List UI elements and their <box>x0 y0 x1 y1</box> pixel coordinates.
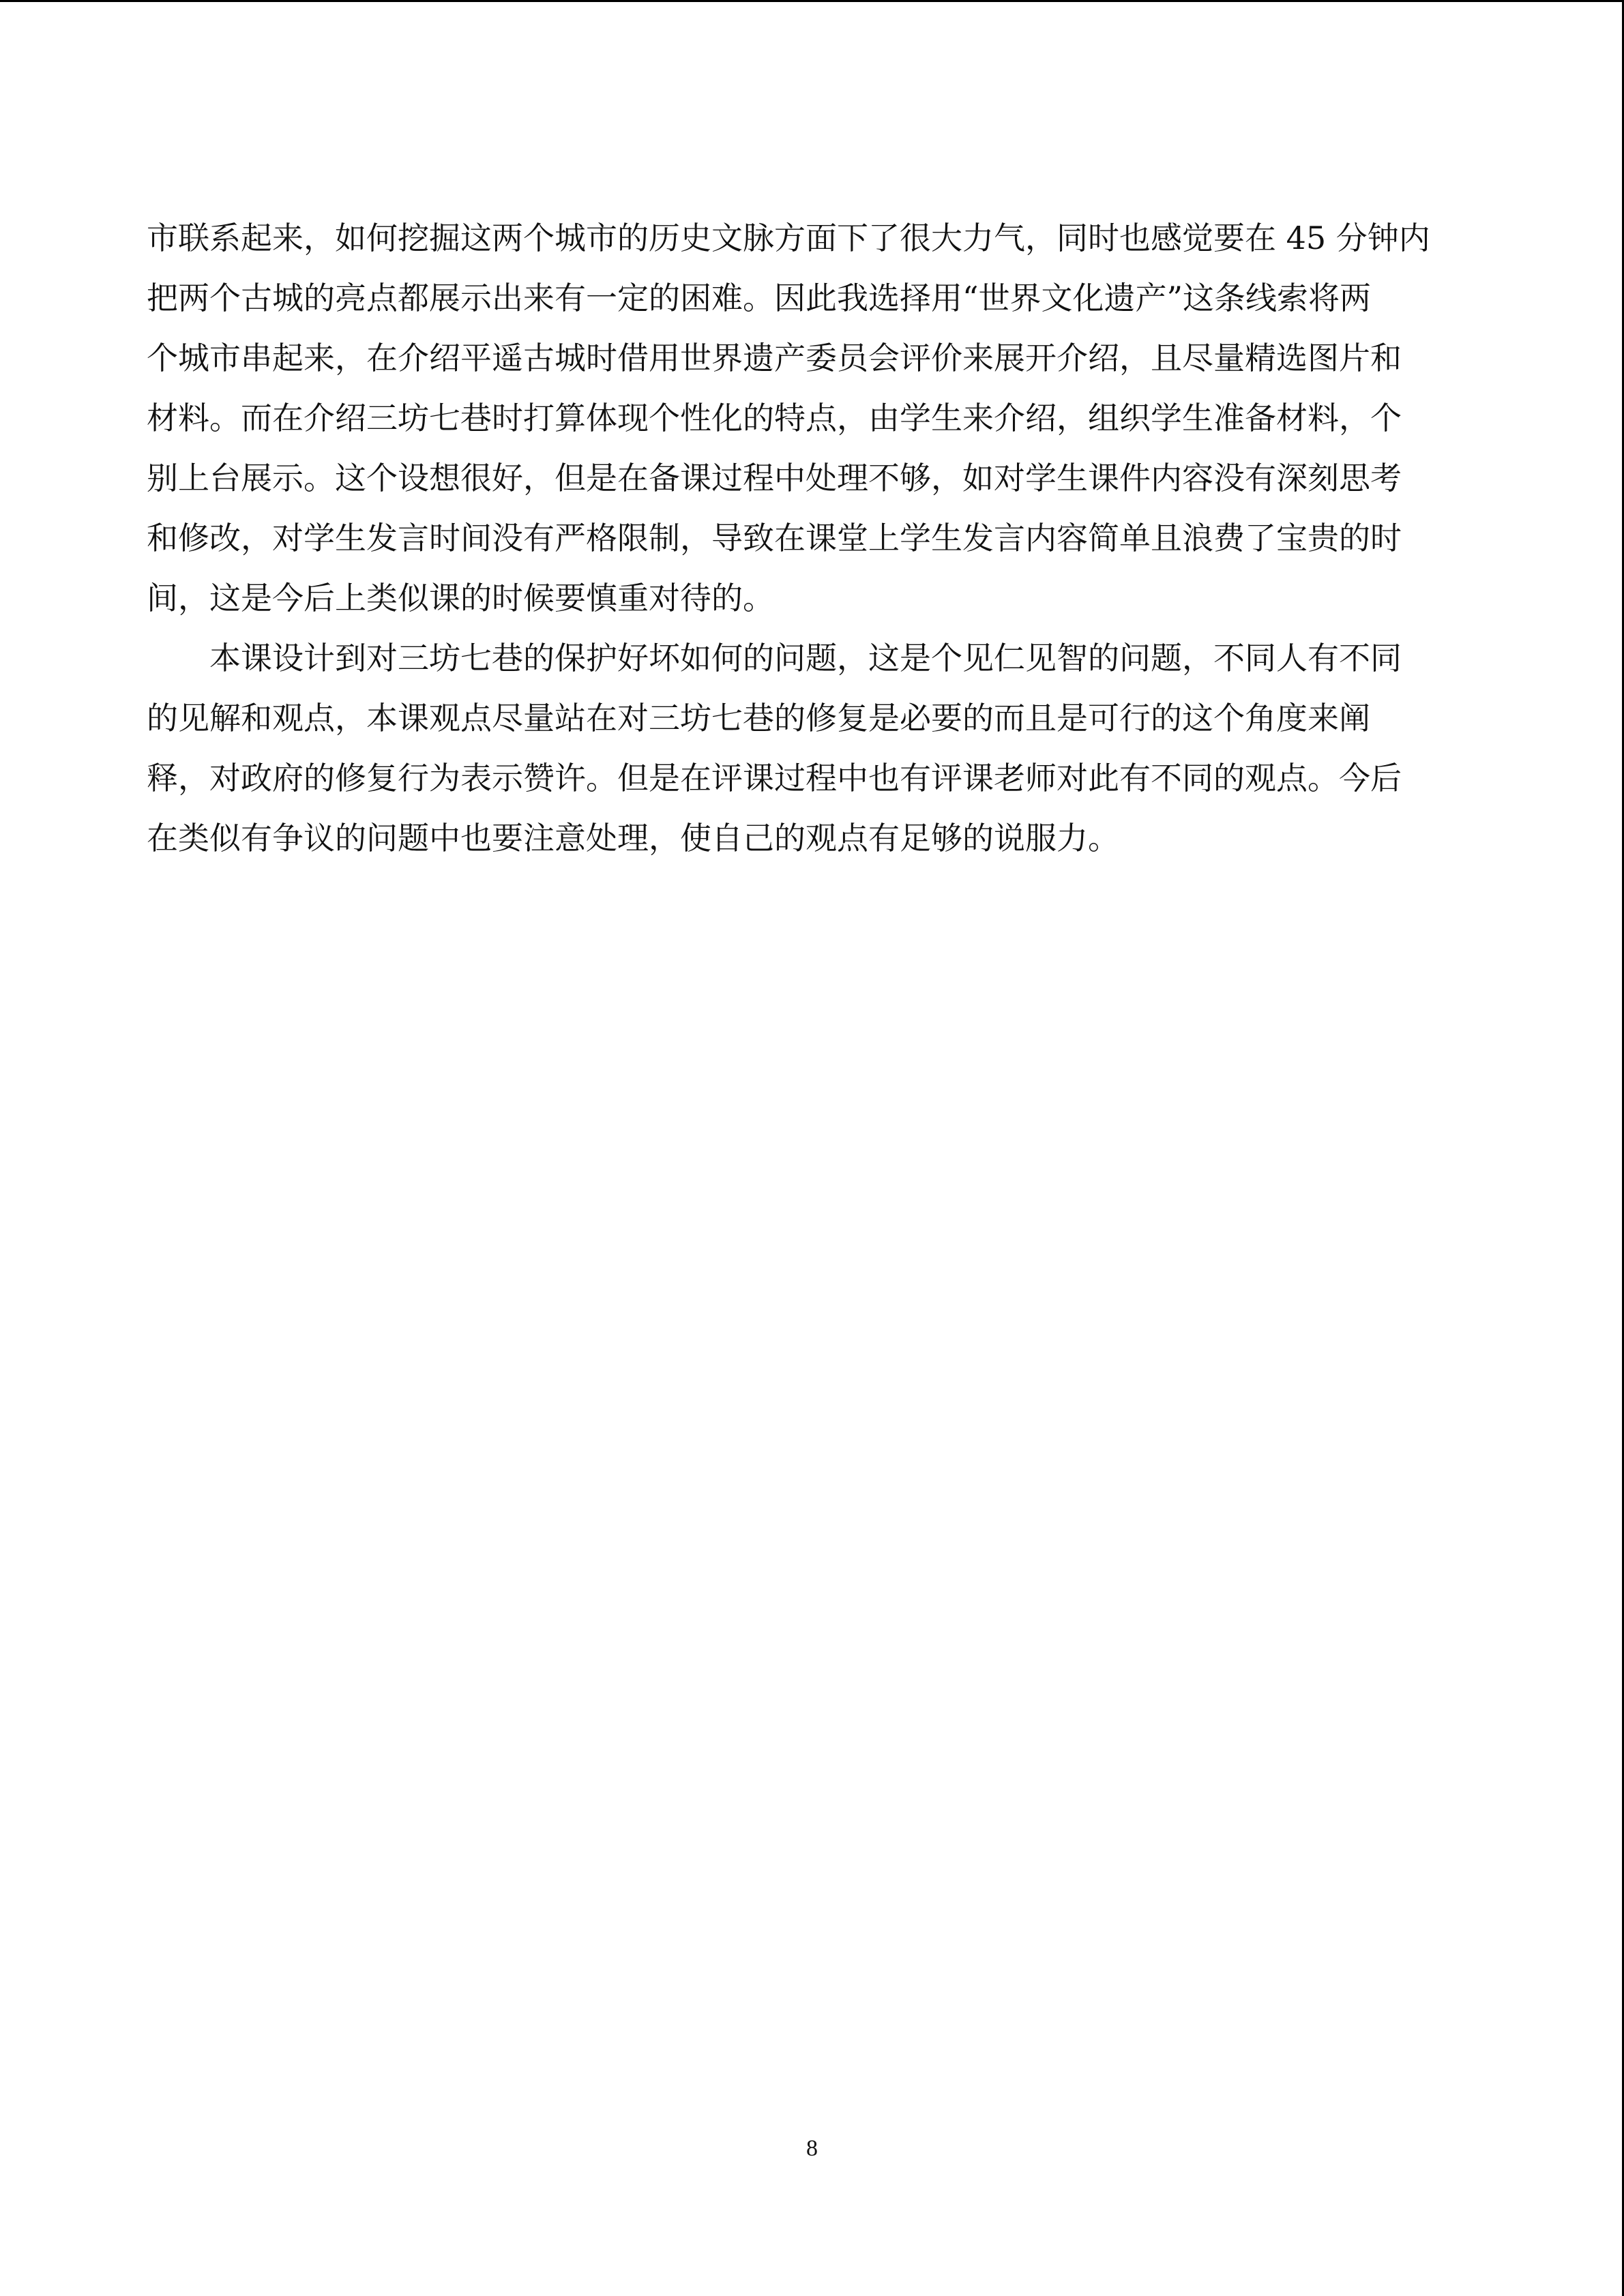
text-line: 释，对政府的修复行为表示赞许。但是在评课过程中也有评课老师对此有不同的观点。今后 <box>147 760 1402 796</box>
paragraph-1 <box>147 208 1480 628</box>
paragraph-2 <box>147 628 1480 868</box>
text-line: 的见解和观点，本课观点尽量站在对三坊七巷的修复是必要的而且是可行的这个角度来阐 <box>147 700 1370 736</box>
text-line: 材料。而在介绍三坊七巷时打算体现个性化的特点，由学生来介绍，组织学生准备材料，个 <box>147 400 1402 436</box>
text-line: 间，这是今后上类似课的时候要慎重对待的。 <box>147 580 774 616</box>
text-line: 在类似有争议的问题中也要注意处理，使自己的观点有足够的说服力。 <box>147 820 1119 856</box>
text-line: 和修改，对学生发言时间没有严格限制，导致在课堂上学生发言内容简单且浪费了宝贵的时 <box>147 520 1402 556</box>
page-number: 8 <box>806 2136 818 2161</box>
text-line: 把两个古城的亮点都展示出来有一定的困难。因此我选择用“世界文化遗产”这条线索将两 <box>147 280 1372 316</box>
body-text <box>147 208 1480 868</box>
text-line: 市联系起来，如何挖掘这两个城市的历史文脉方面下了很大力气，同时也感觉要在 45 分钟内 <box>147 220 1430 256</box>
text-line: 别上台展示。这个设想很好，但是在备课过程中处理不够，如对学生课件内容没有深刻思考 <box>147 460 1402 496</box>
text-line: 个城市串起来，在介绍平遥古城时借用世界遗产委员会评价来展开介绍，且尽量精选图片和 <box>147 340 1402 376</box>
text-line: 本课设计到对三坊七巷的保护好坏如何的问题，这是个见仁见智的问题，不同人有不同 <box>209 640 1402 676</box>
